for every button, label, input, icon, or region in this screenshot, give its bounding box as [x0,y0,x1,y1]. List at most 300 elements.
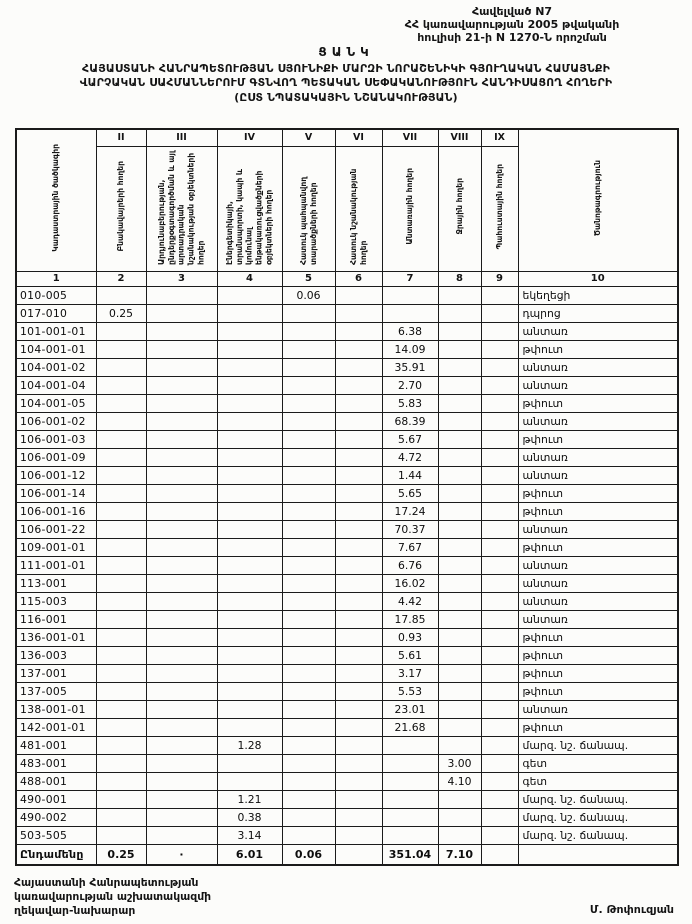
area-value-cell [438,538,481,556]
area-value-cell: 5.67 [382,430,438,448]
area-value-cell [146,412,217,430]
area-value-cell [335,538,382,556]
area-value-cell [146,484,217,502]
table-row [16,502,678,520]
area-value-cell [481,394,518,412]
area-value-cell: 5.65 [382,484,438,502]
note-cell: թփուտ [518,394,678,412]
area-value-cell: 3.14 [217,826,282,844]
area-value-cell [481,502,518,520]
area-value-cell [146,430,217,448]
roman-numeral-ii: II [96,129,146,146]
table-row [16,322,678,340]
area-value-cell [282,592,335,610]
header-cadastral-code-label: Կադաստրային ծածկագիր [51,144,61,253]
area-value-cell: 5.53 [382,682,438,700]
area-value-cell [335,412,382,430]
area-value-cell [335,484,382,502]
table-row [16,664,678,682]
cadastral-code-cell: 101-001-01 [16,322,96,340]
area-value-cell: 4.42 [382,592,438,610]
area-value-cell: 4.10 [438,772,481,790]
cadastral-code-cell: 503-505 [16,826,96,844]
roman-numeral-ix: IX [481,129,518,146]
table-row [16,556,678,574]
column-number-3: 3 [146,271,217,286]
area-value-cell: 5.83 [382,394,438,412]
area-value-cell [96,700,146,718]
area-value-cell [438,412,481,430]
area-value-cell: 23.01 [382,700,438,718]
area-value-cell: 6.01 [217,844,282,865]
area-value-cell [96,394,146,412]
area-value-cell [438,502,481,520]
note-cell: գետ [518,754,678,772]
area-value-cell [438,574,481,592]
area-value-cell [282,808,335,826]
area-value-cell [335,448,382,466]
area-value-cell [146,682,217,700]
table-row [16,700,678,718]
area-value-cell [282,664,335,682]
area-value-cell: 16.02 [382,574,438,592]
area-value-cell [282,610,335,628]
area-value-cell [217,304,282,322]
header-reserve-lands: Պահուստային հողեր [481,146,518,271]
header-forest-lands: Անտառային հողեր [382,146,438,271]
area-value-cell [96,430,146,448]
area-value-cell [96,754,146,772]
area-value-cell [438,394,481,412]
area-value-cell [217,322,282,340]
annex-reference-block [336,5,688,45]
totals-label: Ընդամենը [16,844,96,865]
area-value-cell [146,592,217,610]
area-value-cell [146,466,217,484]
area-value-cell [282,754,335,772]
cadastral-code-cell: 136-001-01 [16,628,96,646]
area-value-cell [146,304,217,322]
area-value-cell [438,556,481,574]
cadastral-code-cell: 106-001-14 [16,484,96,502]
table-row [16,484,678,502]
area-value-cell [96,358,146,376]
area-value-cell [282,718,335,736]
area-value-cell [146,718,217,736]
area-value-cell [481,286,518,304]
area-value-cell [382,286,438,304]
column-number-8: 8 [438,271,481,286]
area-value-cell: 3.00 [438,754,481,772]
area-value-cell: 7.67 [382,538,438,556]
note-cell: անտառ [518,466,678,484]
cadastral-code-cell: 106-001-12 [16,466,96,484]
cadastral-code-cell: 106-001-09 [16,448,96,466]
cadastral-code-cell: 137-005 [16,682,96,700]
column-number-7: 7 [382,271,438,286]
note-cell: անտառ [518,610,678,628]
area-value-cell [217,628,282,646]
area-value-cell [335,772,382,790]
table-row [16,808,678,826]
area-value-cell [96,556,146,574]
subtitle-line-3: (ԸՍՏ ՆՊԱՏԱԿԱՅԻՆ ՆՇԱՆԱԿՈՒԹՅԱՆ) [234,90,458,104]
area-value-cell: 17.85 [382,610,438,628]
area-value-cell [335,844,382,865]
area-value-cell [438,718,481,736]
area-value-cell [382,808,438,826]
area-value-cell [96,448,146,466]
area-value-cell [382,772,438,790]
area-value-cell [282,574,335,592]
note-cell: անտառ [518,322,678,340]
cadastral-code-cell: 104-001-02 [16,358,96,376]
cadastral-code-cell: 106-001-16 [16,502,96,520]
table-row [16,646,678,664]
table-row [16,628,678,646]
cadastral-code-cell: 104-001-01 [16,340,96,358]
annex-line-3: հուլիսի 21-ի N 1270-Ն որոշման [417,31,607,45]
note-cell: թփուտ [518,340,678,358]
area-value-cell [96,484,146,502]
area-value-cell [438,340,481,358]
area-value-cell [96,520,146,538]
area-value-cell [438,646,481,664]
table-row [16,520,678,538]
area-value-cell [282,502,335,520]
column-number-1: 1 [16,271,96,286]
area-value-cell [96,286,146,304]
area-value-cell [481,664,518,682]
note-cell: մարզ. նշ. ճանապ. [518,826,678,844]
area-value-cell [335,790,382,808]
area-value-cell: 1.21 [217,790,282,808]
cadastral-code-cell: 481-001 [16,736,96,754]
area-value-cell [217,754,282,772]
table-row [16,736,678,754]
area-value-cell: 6.76 [382,556,438,574]
area-value-cell [438,808,481,826]
area-value-cell [282,772,335,790]
area-value-cell: 7.10 [438,844,481,865]
area-value-cell: 35.91 [382,358,438,376]
area-value-cell [282,466,335,484]
note-cell: թփուտ [518,430,678,448]
area-value-cell [96,574,146,592]
column-number-4: 4 [217,271,282,286]
note-cell: անտառ [518,520,678,538]
cadastral-code-cell: 490-002 [16,808,96,826]
roman-numeral-vii: VII [382,129,438,146]
table-row [16,448,678,466]
area-value-cell [282,538,335,556]
area-value-cell [481,700,518,718]
area-value-cell [282,790,335,808]
area-value-cell: 351.04 [382,844,438,865]
area-value-cell [96,592,146,610]
note-cell: թփուտ [518,484,678,502]
area-value-cell [438,286,481,304]
cadastral-code-cell: 010-005 [16,286,96,304]
area-value-cell [382,304,438,322]
land-register-table [15,128,679,866]
area-value-cell [438,520,481,538]
area-value-cell [146,736,217,754]
table-row [16,340,678,358]
table-row [16,412,678,430]
area-value-cell [146,610,217,628]
area-value-cell: 14.09 [382,340,438,358]
area-value-cell [96,664,146,682]
area-value-cell [438,466,481,484]
area-value-cell [217,448,282,466]
area-value-cell [217,592,282,610]
area-value-cell [335,610,382,628]
table-row [16,394,678,412]
note-cell: անտառ [518,700,678,718]
note-cell: անտառ [518,412,678,430]
area-value-cell [335,502,382,520]
area-value-cell [481,808,518,826]
area-value-cell [481,556,518,574]
area-value-cell [438,790,481,808]
cadastral-code-cell: 104-001-05 [16,394,96,412]
area-value-cell [282,700,335,718]
cadastral-code-cell: 115-003 [16,592,96,610]
area-value-cell [146,340,217,358]
area-value-cell [282,304,335,322]
area-value-cell [335,808,382,826]
area-value-cell: 0.06 [282,286,335,304]
area-value-cell [146,376,217,394]
area-value-cell [146,646,217,664]
note-cell: դպրոց [518,304,678,322]
area-value-cell [481,574,518,592]
area-value-cell [481,736,518,754]
area-value-cell [335,466,382,484]
area-value-cell: 4.72 [382,448,438,466]
area-value-cell [217,538,282,556]
roman-numeral-viii: VIII [438,129,481,146]
area-value-cell [481,538,518,556]
note-cell: մարզ. նշ. ճանապ. [518,736,678,754]
area-value-cell [335,718,382,736]
area-value-cell [382,826,438,844]
table-row [16,358,678,376]
area-value-cell [438,376,481,394]
area-value-cell [146,556,217,574]
note-cell: անտառ [518,448,678,466]
header-notes-label: Ծանոթագրություն [592,160,602,237]
area-value-cell: 21.68 [382,718,438,736]
area-value-cell [96,718,146,736]
header-protected-area-lands: Հատուկ պահպանվող տարածքների հողեր [282,146,335,271]
table-body [16,286,678,865]
signatory-title-block [14,876,211,918]
area-value-cell [146,628,217,646]
note-cell: անտառ [518,574,678,592]
area-value-cell [481,772,518,790]
area-value-cell [481,646,518,664]
area-value-cell [335,358,382,376]
area-value-cell [282,394,335,412]
area-value-cell [335,430,382,448]
area-value-cell [96,736,146,754]
area-value-cell [282,340,335,358]
table-row [16,376,678,394]
area-value-cell [382,736,438,754]
header-industrial-lands: Արդյունաբերության, ընդերքօգտագործման և այլ արտադրական նշանակության օբյեկտների հողեր [146,146,217,271]
area-value-cell [282,628,335,646]
area-value-cell [96,610,146,628]
signatory-line-1: Հայաստանի Հանրապետության [14,876,199,889]
area-value-cell [146,700,217,718]
annex-line-1: Հավելված N7 [471,5,553,18]
area-value-cell: 6.38 [382,322,438,340]
area-value-cell [382,754,438,772]
table-row [16,682,678,700]
area-value-cell: 2.70 [382,376,438,394]
area-value-cell: 68.39 [382,412,438,430]
area-value-cell [282,556,335,574]
area-value-cell: 1.44 [382,466,438,484]
area-value-cell [146,826,217,844]
area-value-cell [96,502,146,520]
column-number-5: 5 [282,271,335,286]
area-value-cell [282,736,335,754]
area-value-cell [481,376,518,394]
area-value-cell [146,772,217,790]
note-cell: մարզ. նշ. ճանապ. [518,790,678,808]
table-row [16,430,678,448]
area-value-cell [282,826,335,844]
area-value-cell [335,556,382,574]
area-value-cell [335,682,382,700]
cadastral-code-cell: 106-001-22 [16,520,96,538]
note-cell [518,844,678,865]
column-number-10: 10 [518,271,678,286]
area-value-cell [481,628,518,646]
area-value-cell [481,430,518,448]
area-value-cell [282,682,335,700]
area-value-cell [481,844,518,865]
header-energy-transport-lands: Էներգետիկայի, տրանսպորտի, կապի և կոմունալ ենթակառուցվածքների օբյեկտների հողեր [217,146,282,271]
area-value-cell [481,304,518,322]
table-row [16,286,678,304]
area-value-cell [146,286,217,304]
cadastral-code-cell: 488-001 [16,772,96,790]
cadastral-code-cell: 136-003 [16,646,96,664]
annex-line-2: ՀՀ կառավարության 2005 թվականի [404,18,620,32]
area-value-cell [438,682,481,700]
area-value-cell [282,484,335,502]
area-value-cell [96,340,146,358]
note-cell: թփուտ [518,664,678,682]
area-value-cell [96,628,146,646]
area-value-cell [335,574,382,592]
cadastral-code-cell: 106-001-02 [16,412,96,430]
area-value-cell [438,700,481,718]
area-value-cell [438,358,481,376]
header-cadastral-code [16,129,96,271]
area-value-cell [146,520,217,538]
area-value-cell [438,448,481,466]
note-cell: մարզ. նշ. ճանապ. [518,808,678,826]
area-value-cell [217,556,282,574]
area-value-cell: 17.24 [382,502,438,520]
cadastral-code-cell: 111-001-01 [16,556,96,574]
area-value-cell [282,448,335,466]
area-value-cell [335,376,382,394]
totals-row [16,844,678,865]
area-value-cell: 0.38 [217,808,282,826]
table-row [16,466,678,484]
area-value-cell [335,736,382,754]
subtitle-line-2: ՎԱՐՉԱԿԱՆ ՍԱՀՄԱՆՆԵՐՈՒՄ ԳՏՆՎՈՂ ՊԵՏԱԿԱՆ ՍԵՓԱԿԱՆՈՒԹՅՈՒՆ ՀԱՆԴԻՍԱՑՈՂ ՀՈՂԵՐԻ [79,76,613,90]
roman-numeral-vi: VI [335,129,382,146]
area-value-cell [481,358,518,376]
area-value-cell [282,412,335,430]
table-row [16,304,678,322]
area-value-cell [217,430,282,448]
area-value-cell [217,700,282,718]
area-value-cell [217,376,282,394]
area-value-cell [438,304,481,322]
table-row [16,826,678,844]
header-water-lands: Ջրային հողեր [438,146,481,271]
area-value-cell [146,502,217,520]
roman-numeral-iv: IV [217,129,282,146]
document-title-block [0,45,692,105]
area-value-cell [481,484,518,502]
table-row [16,754,678,772]
note-cell: թփուտ [518,502,678,520]
roman-numeral-row [16,129,678,146]
area-value-cell [217,484,282,502]
area-value-cell [96,772,146,790]
area-value-cell [217,664,282,682]
area-value-cell [146,448,217,466]
area-value-cell [481,412,518,430]
area-value-cell [217,502,282,520]
area-value-cell [481,754,518,772]
cadastral-code-cell: 142-001-01 [16,718,96,736]
area-value-cell [335,646,382,664]
area-value-cell: · [146,844,217,865]
area-value-cell [335,826,382,844]
signatory-line-3: ղեկավար-նախարար [14,904,136,918]
area-value-cell [217,394,282,412]
roman-numeral-v: V [282,129,335,146]
area-value-cell [146,358,217,376]
table-row [16,610,678,628]
area-value-cell [481,520,518,538]
note-cell: թփուտ [518,646,678,664]
area-value-cell [96,808,146,826]
area-value-cell [217,466,282,484]
area-value-cell [217,772,282,790]
area-value-cell [335,286,382,304]
area-value-cell [96,682,146,700]
area-value-cell: 5.61 [382,646,438,664]
area-value-cell [146,664,217,682]
note-cell: թփուտ [518,538,678,556]
area-value-cell [335,340,382,358]
area-value-cell [217,646,282,664]
area-value-cell: 1.28 [217,736,282,754]
area-value-cell [481,790,518,808]
note-cell: գետ [518,772,678,790]
